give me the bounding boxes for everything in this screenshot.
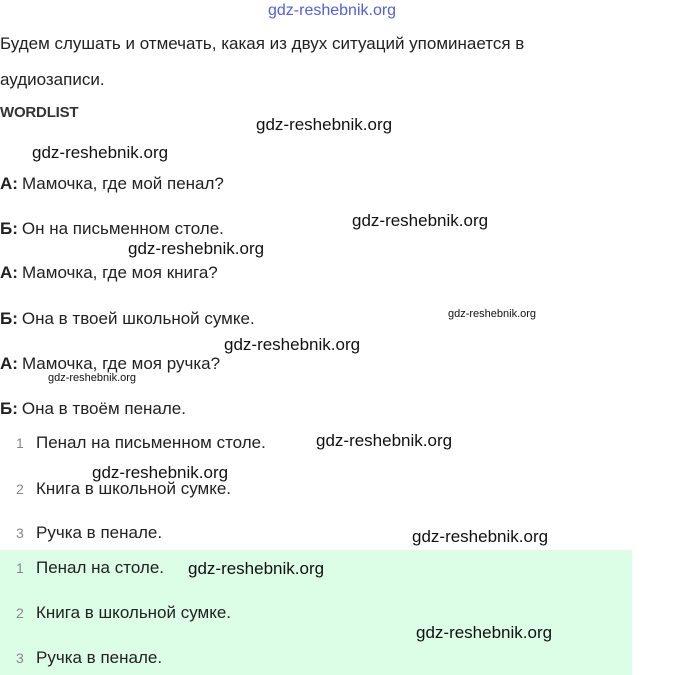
answer-text: Книга в школьной сумке. [36, 603, 232, 622]
answer-text: Ручка в пенале. [36, 648, 163, 667]
answer-number: 2 [16, 605, 24, 621]
speaker-label: Б: [0, 309, 18, 328]
dialogue-line-1 [0, 174, 224, 194]
watermark: gdz-reshebnik.org [448, 308, 537, 320]
option-text: Книга в школьной сумке. [36, 479, 232, 498]
watermark: gdz-reshebnik.org [188, 559, 325, 578]
watermark: gdz-reshebnik.org [32, 143, 169, 162]
dialogue-text: Мамочка, где моя ручка? [21, 354, 221, 373]
dialogue-line-3 [0, 263, 218, 283]
speaker-label: Б: [0, 399, 18, 418]
answer-item-2 [0, 603, 632, 625]
answer-number: 1 [16, 560, 24, 576]
answer-number: 3 [16, 650, 24, 666]
answer-item-3 [0, 648, 632, 670]
watermark: gdz-reshebnik.org [128, 239, 265, 258]
dialogue-text: Она в твоём пенале. [21, 399, 186, 418]
top-watermark: gdz-reshebnik.org [268, 2, 397, 19]
speaker-label: А: [0, 263, 18, 282]
dialogue-text: Мамочка, где моя книга? [21, 263, 218, 282]
watermark: gdz-reshebnik.org [48, 372, 137, 384]
watermark: gdz-reshebnik.org [92, 463, 229, 482]
option-number: 3 [16, 525, 24, 541]
dialogue-text: Он на письменном столе. [21, 219, 224, 238]
watermark: gdz-reshebnik.org [224, 335, 361, 354]
speaker-label: Б: [0, 219, 18, 238]
dialogue-line-2 [0, 219, 224, 239]
speaker-label: А: [0, 354, 18, 373]
option-text: Ручка в пенале. [36, 523, 163, 542]
option-number: 2 [16, 481, 24, 497]
option-number: 1 [16, 435, 24, 451]
watermark: gdz-reshebnik.org [352, 211, 489, 230]
wordlist-title: WORDLIST [0, 104, 79, 121]
watermark: gdz-reshebnik.org [416, 623, 553, 642]
instruction-line-2: аудиозаписи. [0, 70, 105, 89]
watermark: gdz-reshebnik.org [316, 431, 453, 450]
speaker-label: А: [0, 174, 18, 193]
answer-text: Пенал на столе. [36, 558, 164, 577]
watermark: gdz-reshebnik.org [412, 527, 549, 546]
option-text: Пенал на письменном столе. [36, 433, 266, 452]
dialogue-text: Мамочка, где мой пенал? [21, 174, 224, 193]
dialogue-line-5 [0, 354, 220, 374]
instruction-line-1: Будем слушать и отмечать, какая из двух ситуаций упоминается в [0, 34, 525, 53]
dialogue-line-6 [0, 399, 186, 419]
dialogue-line-4 [0, 309, 255, 329]
dialogue-text: Она в твоей школьной сумке. [21, 309, 255, 328]
watermark: gdz-reshebnik.org [256, 115, 393, 134]
